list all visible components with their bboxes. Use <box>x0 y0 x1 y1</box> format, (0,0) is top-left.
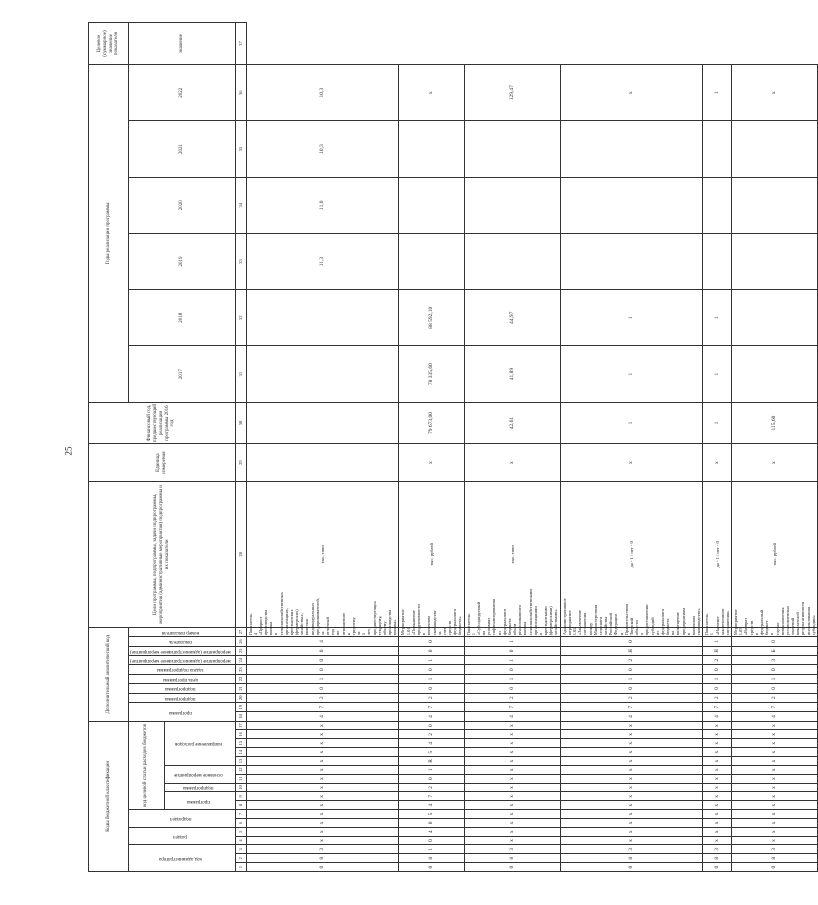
column-index-cell: 31 <box>235 346 246 402</box>
column-index-cell: 8 <box>235 801 246 810</box>
program-indicators-table <box>88 22 818 872</box>
row-year-value <box>703 177 732 233</box>
row-year-value: 11,3 <box>246 233 399 289</box>
header-addl-7: показатель <box>129 637 236 646</box>
row-year-value <box>560 121 703 177</box>
row-year-value: 1 <box>560 402 703 444</box>
additional-code-cell: 1 <box>246 674 399 683</box>
row-year-value: 78 335,60 <box>399 346 464 402</box>
budget-code-cell: x <box>732 827 818 836</box>
additional-code-cell: 4 <box>703 712 732 721</box>
additional-code-cell: 0 <box>246 646 399 655</box>
budget-code-cell: x <box>703 748 732 757</box>
row-year-value <box>560 233 703 289</box>
additional-code-cell: 7 <box>732 702 818 711</box>
row-description: Мероприятие 1.01 «Повышение продуктивности в молочном скотоводстве за счет средств федерального бюджета» <box>400 604 463 636</box>
budget-code-cell: x <box>560 757 703 766</box>
budget-code-cell: x <box>246 801 399 810</box>
budget-code-cell: x <box>560 739 703 748</box>
row-year-value <box>246 290 399 346</box>
budget-code-cell: x <box>464 757 560 766</box>
budget-code-cell: x <box>703 739 732 748</box>
budget-code-cell: x <box>703 783 732 792</box>
budget-code-cell: x <box>560 730 703 739</box>
additional-code-cell: 0 <box>399 637 464 646</box>
additional-code-cell: 4 <box>399 712 464 721</box>
header-target-part-1: подпрограмма <box>164 783 235 792</box>
row-total-value: x <box>732 65 818 121</box>
additional-code-cell: 0 <box>703 665 732 674</box>
table-row <box>246 23 399 872</box>
additional-code-cell: 0 <box>732 637 818 646</box>
column-index-cell: 32 <box>235 290 246 346</box>
row-base-year: x <box>732 444 818 482</box>
additional-code-cell: 1 <box>703 674 732 683</box>
additional-code-cell: 0 <box>732 665 818 674</box>
budget-code-cell: x <box>464 730 560 739</box>
column-index-cell: 2 <box>235 854 246 863</box>
additional-code-cell: 7 <box>399 702 464 711</box>
budget-code-cell: 4 <box>399 827 464 836</box>
row-description: Показатель 4 «Прирост производства молока в сельскохозяйственных организациях, крестьянских (фермерских) хозяйствах, включая индивидуальных предпринимателей, за отчетный год по отношению к среднему за 5 лет, предшествующих текущему, объему производства молока» <box>247 592 398 636</box>
row-year-value <box>246 402 399 444</box>
budget-code-cell: x <box>560 810 703 819</box>
budget-code-cell: 8 <box>399 854 464 863</box>
column-index-cell: 4 <box>235 836 246 845</box>
budget-code-cell: x <box>464 774 560 783</box>
additional-code-cell: 1 <box>464 637 560 646</box>
budget-code-cell: 0 <box>560 863 703 872</box>
budget-code-cell: 8 <box>246 854 399 863</box>
row-year-value: 1 <box>703 346 732 402</box>
budget-code-cell: x <box>464 765 560 774</box>
additional-code-cell: 2 <box>703 656 732 665</box>
row-year-value: 88 592,10 <box>399 290 464 346</box>
header-final-value: Целевое (суммарное) значение показателя <box>89 23 129 65</box>
additional-code-cell: 4 <box>246 712 399 721</box>
header-year-2018: 2018 <box>129 290 236 346</box>
additional-code-cell: 1 <box>464 656 560 665</box>
budget-code-cell: 0 <box>399 818 464 827</box>
header-value-word: значение <box>129 23 236 65</box>
row-year-value <box>560 177 703 233</box>
row-total-value: x <box>560 65 703 121</box>
budget-code-cell: x <box>732 730 818 739</box>
budget-code-cell: x <box>703 721 732 730</box>
budget-code-cell: 4 <box>399 801 464 810</box>
budget-code-cell: x <box>246 827 399 836</box>
column-index-cell: 29 <box>235 444 246 482</box>
additional-code-cell: 0 <box>464 684 560 693</box>
budget-code-cell: 2 <box>399 730 464 739</box>
budget-code-cell: 4 <box>399 739 464 748</box>
column-index-cell: 5 <box>235 827 246 836</box>
budget-code-cell: x <box>246 836 399 845</box>
additional-code-cell: Я <box>560 646 703 655</box>
column-index-cell: 18 <box>235 712 246 721</box>
additional-code-cell: 0 <box>399 646 464 655</box>
budget-code-cell: x <box>703 836 732 845</box>
row-base-year: x <box>703 444 732 482</box>
header-target-part-3: направление расходов <box>164 721 235 765</box>
additional-code-cell: 4 <box>464 712 560 721</box>
additional-code-cell: 0 <box>246 684 399 693</box>
header-addl-4: задача подпрограммы <box>129 665 236 674</box>
additional-code-cell: 0 <box>399 665 464 674</box>
row-description: Показатель 1 «Субсидируемый на условиях софинансирования из федерального бюджета объем реализованного молока сельскохозяйственными организациями и крестьянскими (фермерскими) хозяйствами» <box>465 589 559 636</box>
budget-code-cell: 0 <box>399 863 464 872</box>
additional-code-cell: 2 <box>703 693 732 702</box>
additional-code-cell: 1 <box>732 674 818 683</box>
budget-code-cell: x <box>732 783 818 792</box>
header-subsection: подраздел <box>129 810 236 828</box>
row-year-value: 1 <box>560 290 703 346</box>
row-base-year: x <box>560 444 703 482</box>
header-section: раздел <box>129 827 236 845</box>
row-description: Административное мероприятие 1.02 «Заключение соглашения между Министерством сельского хозяйства Российской Федерации и Правительством Тверской области о предоставлении субсидий из федерального бюджета на возмещение предприятиям в молочном скотоводстве» <box>561 598 702 636</box>
budget-code-cell: x <box>246 730 399 739</box>
additional-code-cell: 7 <box>560 702 703 711</box>
table-row <box>464 23 560 872</box>
header-addl-5: мероприятие (административное мероприятие) <box>129 656 236 665</box>
additional-code-cell: 7 <box>703 702 732 711</box>
column-index-cell: 34 <box>235 177 246 233</box>
budget-code-cell: x <box>732 748 818 757</box>
budget-code-cell: x <box>464 801 560 810</box>
column-index-cell: 36 <box>235 65 246 121</box>
budget-code-cell: x <box>732 818 818 827</box>
row-description: Показатель 1 «Наличие заключенного соглашения» <box>704 608 730 636</box>
budget-code-cell: x <box>464 721 560 730</box>
row-total-value: 129,47 <box>464 65 560 121</box>
header-addl-0: программа <box>129 702 236 721</box>
budget-code-cell: 0 <box>246 863 399 872</box>
additional-code-cell: 0 <box>560 637 703 646</box>
budget-code-cell: x <box>464 739 560 748</box>
column-index-cell: 9 <box>235 792 246 801</box>
row-base-year: x <box>399 444 464 482</box>
row-year-value: 115,60 <box>732 402 818 444</box>
header-target-part-2: основное мероприятие <box>164 765 235 783</box>
row-year-value: 10,3 <box>246 121 399 177</box>
budget-code-cell: 0 <box>399 721 464 730</box>
column-index-cell: 21 <box>235 684 246 693</box>
row-year-value: 41,89 <box>464 346 560 402</box>
row-year-value <box>732 233 818 289</box>
budget-code-cell: x <box>246 783 399 792</box>
header-years: Годы реализации программы <box>89 65 129 403</box>
header-budget-codes: Коды бюджетной классификации <box>89 721 129 871</box>
budget-code-cell: x <box>732 739 818 748</box>
budget-code-cell: 3 <box>464 845 560 854</box>
row-year-value: 44,97 <box>464 290 560 346</box>
budget-code-cell: x <box>703 818 732 827</box>
column-index-cell: 14 <box>235 748 246 757</box>
header-year-2019: 2019 <box>129 233 236 289</box>
additional-code-cell: 0 <box>246 656 399 665</box>
budget-code-cell: x <box>560 827 703 836</box>
budget-code-cell: x <box>560 792 703 801</box>
row-year-value <box>703 121 732 177</box>
row-total-value: x <box>399 65 464 121</box>
budget-code-cell: 8 <box>732 854 818 863</box>
budget-code-cell: x <box>560 836 703 845</box>
budget-code-cell: x <box>732 757 818 766</box>
budget-code-cell: x <box>464 748 560 757</box>
additional-code-cell: Я <box>703 646 732 655</box>
budget-code-cell: x <box>464 836 560 845</box>
header-addl-1: подпрограмма <box>129 693 236 702</box>
budget-code-cell: x <box>732 774 818 783</box>
budget-code-cell: 3 <box>246 845 399 854</box>
budget-code-cell: 3 <box>560 845 703 854</box>
budget-code-cell: x <box>560 818 703 827</box>
header-addl-8: номер показателя <box>129 627 236 637</box>
row-unit: тыс. тонн <box>246 481 399 627</box>
column-index-cell: 26 <box>235 637 246 646</box>
budget-code-cell: x <box>464 827 560 836</box>
budget-code-cell: x <box>246 765 399 774</box>
page-number: 25 <box>63 446 74 456</box>
column-index-cell: 11 <box>235 774 246 783</box>
budget-code-cell: 8 <box>703 854 732 863</box>
budget-code-cell: 7 <box>399 792 464 801</box>
column-index-cell: 28 <box>235 481 246 627</box>
column-index-cell: 3 <box>235 845 246 854</box>
additional-code-cell: 2 <box>399 693 464 702</box>
additional-code-cell: 3 <box>732 656 818 665</box>
row-base-year <box>246 444 399 482</box>
row-year-value <box>732 346 818 402</box>
additional-code-cell: 4 <box>560 712 703 721</box>
additional-code-cell: 1 <box>703 637 732 646</box>
additional-code-cell: 7 <box>246 702 399 711</box>
budget-code-cell: x <box>560 765 703 774</box>
budget-code-cell: 3 <box>732 845 818 854</box>
additional-code-cell: 4 <box>732 712 818 721</box>
budget-code-cell: 1 <box>399 845 464 854</box>
budget-code-cell: x <box>246 792 399 801</box>
row-unit: да - 1 / нет - 0 <box>703 481 732 627</box>
column-index-cell: 27 <box>235 627 246 637</box>
row-year-value: 42,61 <box>464 402 560 444</box>
budget-code-cell: x <box>732 792 818 801</box>
row-year-value <box>399 121 464 177</box>
column-index-cell: 1 <box>235 863 246 872</box>
budget-code-cell: x <box>246 810 399 819</box>
column-index-cell: 6 <box>235 818 246 827</box>
budget-code-cell: x <box>464 783 560 792</box>
row-year-value <box>703 233 732 289</box>
column-index-cell: 30 <box>235 402 246 444</box>
budget-code-cell: x <box>246 721 399 730</box>
additional-code-cell: 2 <box>464 693 560 702</box>
header-addl-3: цель программы <box>129 674 236 683</box>
row-unit: да - 1 / нет - 0 <box>560 481 703 627</box>
budget-code-cell: x <box>246 774 399 783</box>
column-index-cell: 22 <box>235 674 246 683</box>
additional-code-cell: 0 <box>464 665 560 674</box>
table-row <box>560 23 703 872</box>
row-year-value <box>246 346 399 402</box>
row-total-value: 1 <box>703 65 732 121</box>
column-index-cell: 19 <box>235 702 246 711</box>
row-year-value: 11,0 <box>246 177 399 233</box>
additional-code-cell: Б <box>732 646 818 655</box>
column-index-cell: 15 <box>235 739 246 748</box>
header-goal: Цели программы, подпрограммы, задачи подпрограммы, мероприятия (административные мероприятия) подпрограммы и их показатели <box>89 481 236 627</box>
row-year-value <box>732 121 818 177</box>
row-unit: тыс. рублей <box>732 481 818 627</box>
budget-code-cell: x <box>246 757 399 766</box>
row-year-value: 1 <box>560 346 703 402</box>
budget-code-cell: 5 <box>399 810 464 819</box>
row-year-value <box>464 121 560 177</box>
additional-code-cell: 4 <box>246 637 399 646</box>
budget-code-cell: x <box>703 827 732 836</box>
column-index-cell: 17 <box>235 721 246 730</box>
budget-code-cell: x <box>246 748 399 757</box>
column-index-cell: 25 <box>235 646 246 655</box>
row-base-year: x <box>464 444 560 482</box>
additional-code-cell: 0 <box>732 684 818 693</box>
row-year-value: 79 673,00 <box>399 402 464 444</box>
budget-code-cell: 5 <box>399 748 464 757</box>
budget-code-cell: 0 <box>464 863 560 872</box>
budget-code-cell: x <box>560 801 703 810</box>
additional-code-cell: 1 <box>560 674 703 683</box>
additional-code-cell: 2 <box>560 656 703 665</box>
budget-code-cell: x <box>560 783 703 792</box>
additional-code-cell: 1 <box>464 674 560 683</box>
row-year-value: 1 <box>703 402 732 444</box>
budget-code-cell: x <box>732 721 818 730</box>
row-unit: тыс. тонн <box>464 481 560 627</box>
additional-code-cell: 0 <box>464 646 560 655</box>
column-index-cell: 16 <box>235 730 246 739</box>
budget-code-cell: x <box>464 792 560 801</box>
column-index-cell: 23 <box>235 665 246 674</box>
additional-code-cell: 0 <box>246 665 399 674</box>
row-year-value: 1 <box>703 290 732 346</box>
header-additional-code: Дополнительный аналитический код <box>89 627 129 721</box>
additional-code-cell: 0 <box>703 684 732 693</box>
header-addl-6: мероприятие (административное мероприятие) <box>129 646 236 655</box>
additional-code-cell: 1 <box>399 674 464 683</box>
budget-code-cell: x <box>703 792 732 801</box>
budget-code-cell: x <box>246 818 399 827</box>
row-year-value <box>399 233 464 289</box>
budget-code-cell: 0 <box>399 836 464 845</box>
header-year-2022: 2022 <box>129 65 236 121</box>
budget-code-cell: x <box>464 818 560 827</box>
additional-code-cell: 2 <box>732 693 818 702</box>
header-year-2021: 2021 <box>129 121 236 177</box>
header-addl-2: подпрограмма <box>129 684 236 693</box>
column-index-cell: 12 <box>235 765 246 774</box>
header-year-2017: 2017 <box>129 346 236 402</box>
column-index-cell: 24 <box>235 656 246 665</box>
budget-code-cell: 0 <box>703 863 732 872</box>
column-index-cell: 37 <box>235 23 246 65</box>
budget-code-cell: x <box>732 801 818 810</box>
additional-code-cell: 0 <box>399 684 464 693</box>
header-fin-year: Финансовый год, предшествующий реализации программы 2016 год <box>89 402 236 444</box>
additional-code-cell: 0 <box>560 684 703 693</box>
budget-code-cell: 0 <box>732 863 818 872</box>
budget-code-cell: 8 <box>560 854 703 863</box>
column-index-cell: 10 <box>235 783 246 792</box>
table-row <box>732 23 818 872</box>
header-year-2020: 2020 <box>129 177 236 233</box>
row-year-value <box>464 233 560 289</box>
header-unit: Единица измерения <box>89 444 236 482</box>
budget-code-cell: 1 <box>399 765 464 774</box>
additional-code-cell: 2 <box>560 693 703 702</box>
budget-code-cell: 0 <box>399 774 464 783</box>
additional-code-cell: 0 <box>560 665 703 674</box>
row-unit: тыс. рублей <box>399 481 464 627</box>
budget-code-cell: x <box>703 765 732 774</box>
budget-code-cell: x <box>732 765 818 774</box>
budget-code-cell: x <box>246 739 399 748</box>
budget-code-cell: 8 <box>464 854 560 863</box>
column-index-cell: 7 <box>235 810 246 819</box>
budget-code-cell: x <box>703 757 732 766</box>
additional-code-cell: 7 <box>464 702 560 711</box>
budget-code-cell: x <box>703 730 732 739</box>
additional-code-cell: 2 <box>246 693 399 702</box>
header-expense-target: код целевой статьи расходов бюджетов <box>129 721 165 809</box>
row-year-value <box>399 177 464 233</box>
row-description: Мероприятие 1.03 «Возврат средств в федеральный бюджет в случае невыполнения установленных значений показателей результативности использования субсидии» <box>733 601 816 636</box>
row-total-value: 10,3 <box>246 65 399 121</box>
budget-code-cell: x <box>703 810 732 819</box>
row-year-value <box>464 177 560 233</box>
header-target-part-0: программа <box>164 792 235 810</box>
budget-code-cell: x <box>732 810 818 819</box>
budget-code-cell: R <box>399 757 464 766</box>
budget-code-cell: x <box>464 810 560 819</box>
budget-code-cell: 2 <box>399 783 464 792</box>
row-year-value <box>732 177 818 233</box>
budget-code-cell: x <box>560 774 703 783</box>
column-index-cell: 20 <box>235 693 246 702</box>
budget-code-cell: x <box>560 748 703 757</box>
table-row <box>399 23 464 872</box>
row-year-value <box>732 290 818 346</box>
budget-code-cell: x <box>732 836 818 845</box>
budget-code-cell: x <box>703 774 732 783</box>
column-index-cell: 35 <box>235 121 246 177</box>
budget-code-cell: x <box>560 721 703 730</box>
additional-code-cell: 1 <box>399 656 464 665</box>
table-row <box>703 23 732 872</box>
column-index-cell: 13 <box>235 757 246 766</box>
header-admin: код администратора <box>129 845 236 872</box>
budget-code-cell: x <box>703 801 732 810</box>
program-table-sheet <box>88 22 816 872</box>
budget-code-cell: 3 <box>703 845 732 854</box>
column-index-cell: 33 <box>235 233 246 289</box>
